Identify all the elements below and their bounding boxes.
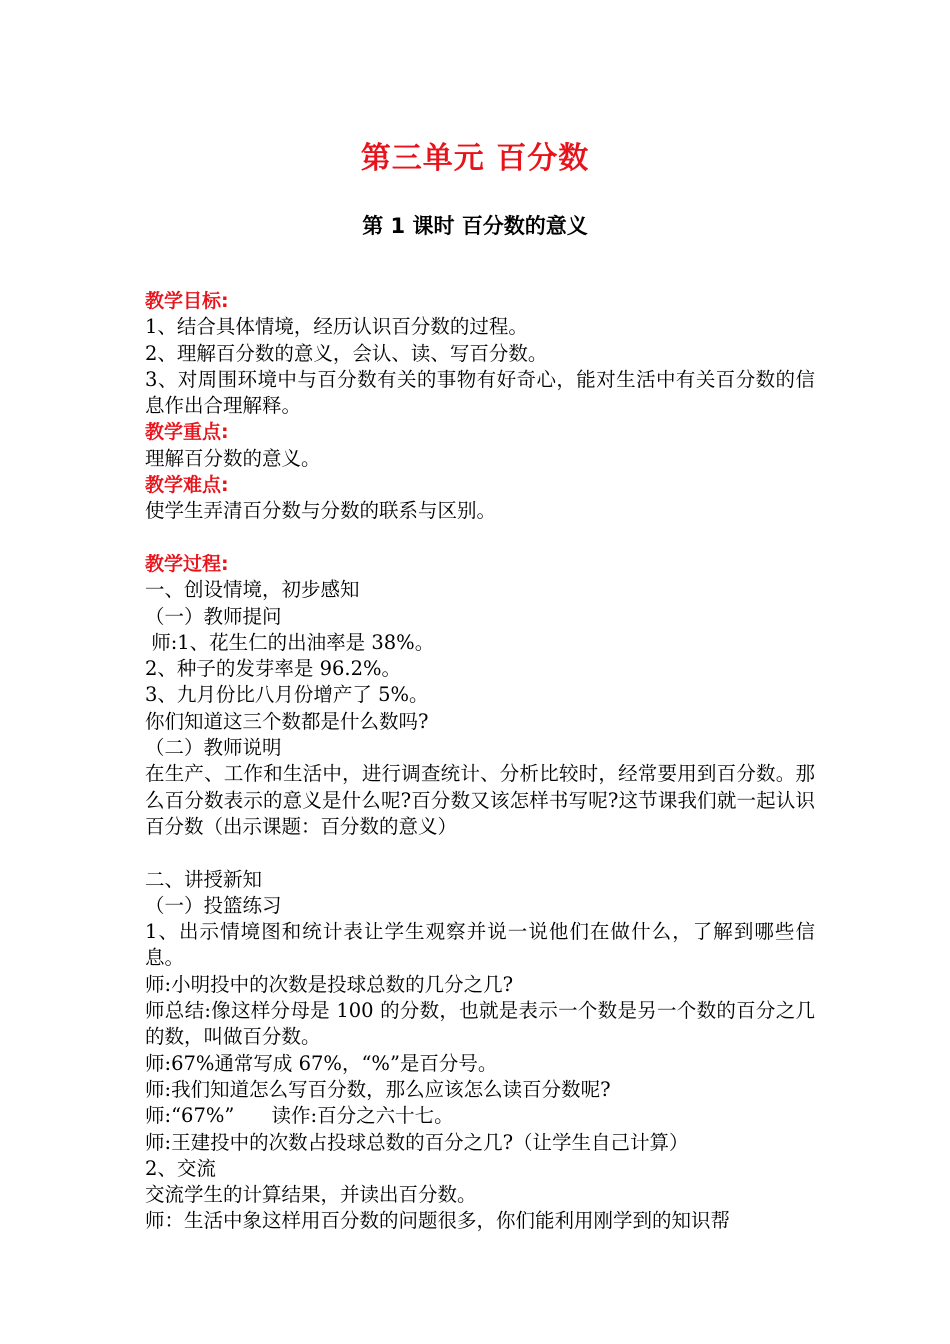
lesson-title: 第 1 课时 百分数的意义 xyxy=(362,214,588,238)
document-body xyxy=(145,288,815,1235)
part2-item1: 1、出示情境图和统计表让学生观察并说一说他们在做什么，了解到哪些信息。 xyxy=(145,920,815,970)
key-point-text: 理解百分数的意义。 xyxy=(145,446,321,470)
part1-paragraph: 在生产、工作和生活中，进行调查统计、分析比较时，经常要用到百分数。那么百分数表示的意义是什么呢?百分数又该怎样书写呢?这节课我们就一起认识百分数（出示课题：百分数的意义） xyxy=(145,762,815,838)
objectives-heading: 教学目标: xyxy=(145,290,229,312)
part2-question: 师:小明投中的次数是投球总数的几分之几? xyxy=(145,972,514,996)
difficulty-heading: 教学难点: xyxy=(145,474,229,497)
part1-title: 一、创设情境，初步感知 xyxy=(145,578,360,602)
part2-summary: 师总结:像这样分母是 100 的分数，也就是表示一个数是另一个数的百分之几的数，叫做百分数。 xyxy=(145,999,815,1049)
part2-line: 交流学生的计算结果，并读出百分数。 xyxy=(145,1183,477,1207)
part2-sub1: （一）投篮练习 xyxy=(145,893,282,917)
objective-item: 2、理解百分数的意义，会认、读、写百分数。 xyxy=(145,341,548,365)
part2-title: 二、讲授新知 xyxy=(145,867,263,891)
spacer xyxy=(145,840,815,866)
part1-sub1: （一）教师提问 xyxy=(145,604,282,628)
key-point-heading: 教学重点: xyxy=(145,421,229,444)
unit-title: 第三单元 百分数 xyxy=(360,141,590,176)
objective-item: 1、结合具体情境，经历认识百分数的过程。 xyxy=(145,315,528,339)
objective-item: 3、对周围环境中与百分数有关的事物有好奇心，能对生活中有关百分数的信息作出合理解释。 xyxy=(145,367,815,418)
process-line: 你们知道这三个数都是什么数吗? xyxy=(145,709,429,733)
part2-line: 师:王建投中的次数占投球总数的百分之几?（让学生自己计算） xyxy=(145,1130,689,1154)
part1-sub2: （二）教师说明 xyxy=(145,736,282,760)
process-heading: 教学过程: xyxy=(145,552,229,575)
part2-item2: 2、交流 xyxy=(145,1156,216,1180)
part2-line: 师：生活中象这样用百分数的问题很多，你们能利用刚学到的知识帮 xyxy=(145,1209,731,1233)
part2-line: 师:我们知道怎么写百分数，那么应该怎么读百分数呢? xyxy=(145,1077,611,1101)
process-line: 2、种子的发芽率是 96.2%。 xyxy=(145,657,402,681)
part2-line: 师:67%通常写成 67%，“%”是百分号。 xyxy=(145,1051,498,1075)
difficulty-text: 使学生弄清百分数与分数的联系与区别。 xyxy=(145,499,497,523)
process-line: 3、九月份比八月份增产了 5%。 xyxy=(145,683,429,707)
spacer xyxy=(145,525,815,551)
process-line: 师:1、花生仁的出油率是 38%。 xyxy=(145,630,435,654)
part2-line: 师:“67%” 读作:百分之六十七。 xyxy=(145,1104,454,1128)
